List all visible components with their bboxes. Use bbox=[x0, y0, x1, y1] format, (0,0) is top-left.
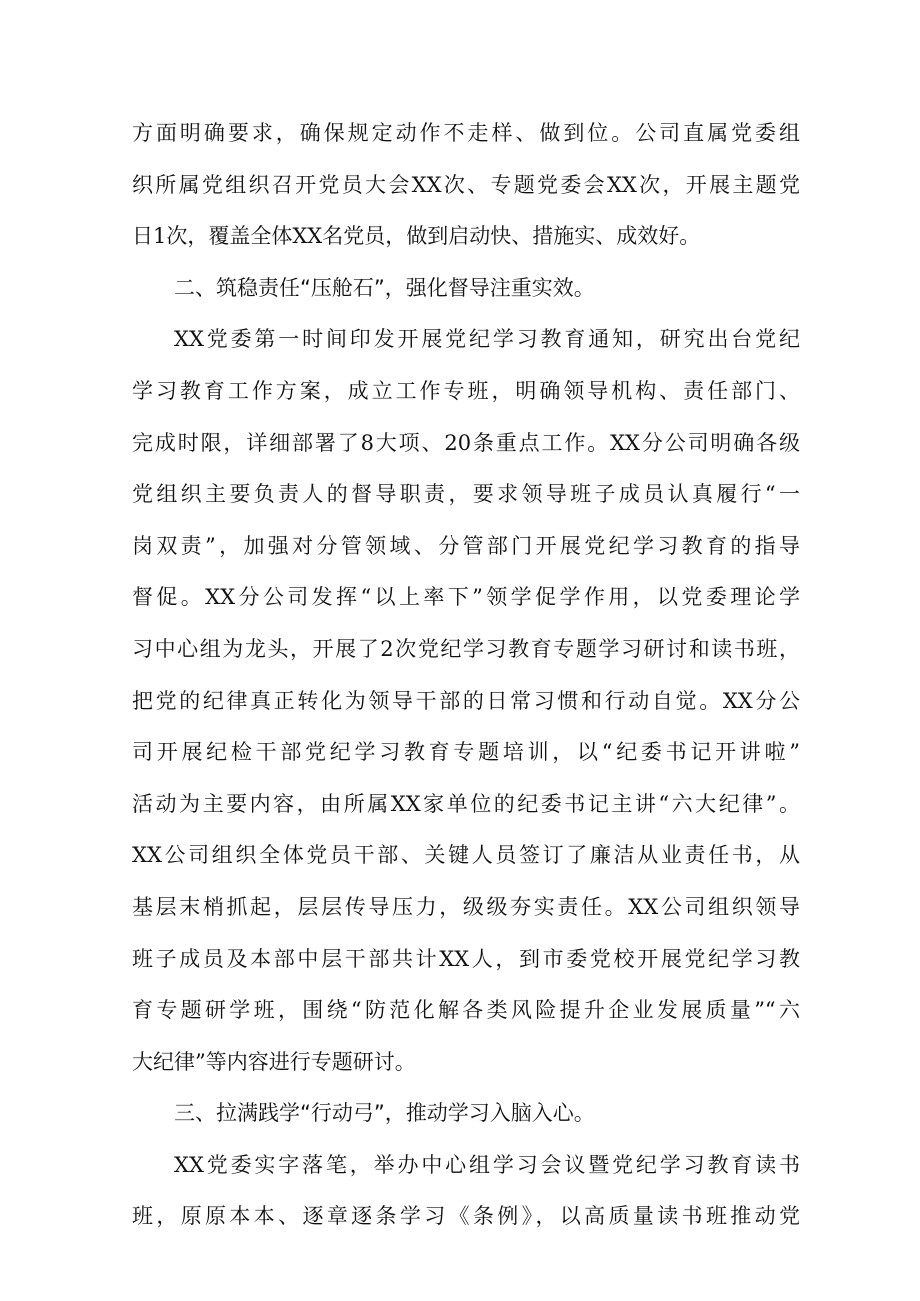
paragraph-3-line-2: 班，原原本本、逐章逐条学习《条例》，以高质量读书班推动党 bbox=[132, 1204, 800, 1229]
paragraph-2-line-7: 习中心组为龙头，开展了2次党纪学习教育专题学习研讨和读书班， bbox=[132, 636, 800, 661]
paragraph-2-line-12: 基层末梢抓起，层层传导压力，级级夯实责任。XX公司组织领导 bbox=[132, 894, 800, 919]
paragraph-2-line-9: 司开展纪检干部党纪学习教育专题培训，以“纪委书记开讲啦” bbox=[132, 740, 800, 765]
paragraph-2-line-1: XX党委第一时间印发开展党纪学习教育通知，研究出台党纪 bbox=[174, 327, 800, 352]
document-body bbox=[132, 108, 800, 1243]
paragraph-2-line-14: 育专题研学班，围绕“防范化解各类风险提升企业发展质量”“六 bbox=[132, 998, 800, 1023]
paragraph-1-line-1: 方面明确要求，确保规定动作不走样、做到位。公司直属党委组 bbox=[132, 121, 800, 145]
paragraph-2-line-13: 班子成员及本部中层干部共计XX人，到市委党校开展党纪学习教 bbox=[132, 946, 800, 971]
paragraph-1-line-2: 织所属党组织召开党员大会XX次、专题党委会XX次，开展主题党 bbox=[132, 172, 800, 197]
section-heading-2: 二、筑稳责任“压舱石”，强化督导注重实效。 bbox=[174, 275, 595, 300]
paragraph-1-line-3: 日1次，覆盖全体XX名党员，做到启动快、措施实、成效好。 bbox=[132, 224, 701, 249]
paragraph-2-line-10: 活动为主要内容，由所属XX家单位的纪委书记主讲“六大纪律”。 bbox=[132, 791, 800, 816]
paragraph-2-line-15: 大纪律”等内容进行专题研讨。 bbox=[132, 1049, 416, 1074]
section-heading-3: 三、拉满践学“行动弓”，推动学习入脑入心。 bbox=[174, 1101, 595, 1126]
paragraph-2-line-2: 学习教育工作方案，成立工作专班，明确领导机构、责任部门、 bbox=[132, 378, 800, 403]
paragraph-2-line-5: 岗双责”，加强对分管领域、分管部门开展党纪学习教育的指导 bbox=[132, 533, 800, 558]
paragraph-2-line-11: XX公司组织全体党员干部、关键人员签订了廉洁从业责任书，从 bbox=[132, 843, 800, 868]
paragraph-2-line-3: 完成时限，详细部署了8大项、20条重点工作。XX分公司明确各级 bbox=[132, 430, 800, 455]
paragraph-2-line-4: 党组织主要负责人的督导职责，要求领导班子成员认真履行“一 bbox=[132, 482, 800, 507]
paragraph-3-line-1: XX党委实字落笔，举办中心组学习会议暨党纪学习教育读书 bbox=[174, 1152, 800, 1177]
paragraph-2-line-8: 把党的纪律真正转化为领导干部的日常习惯和行动自觉。XX分公 bbox=[132, 688, 800, 713]
paragraph-2-line-6: 督促。XX分公司发挥“以上率下”领学促学作用，以党委理论学 bbox=[132, 585, 800, 610]
